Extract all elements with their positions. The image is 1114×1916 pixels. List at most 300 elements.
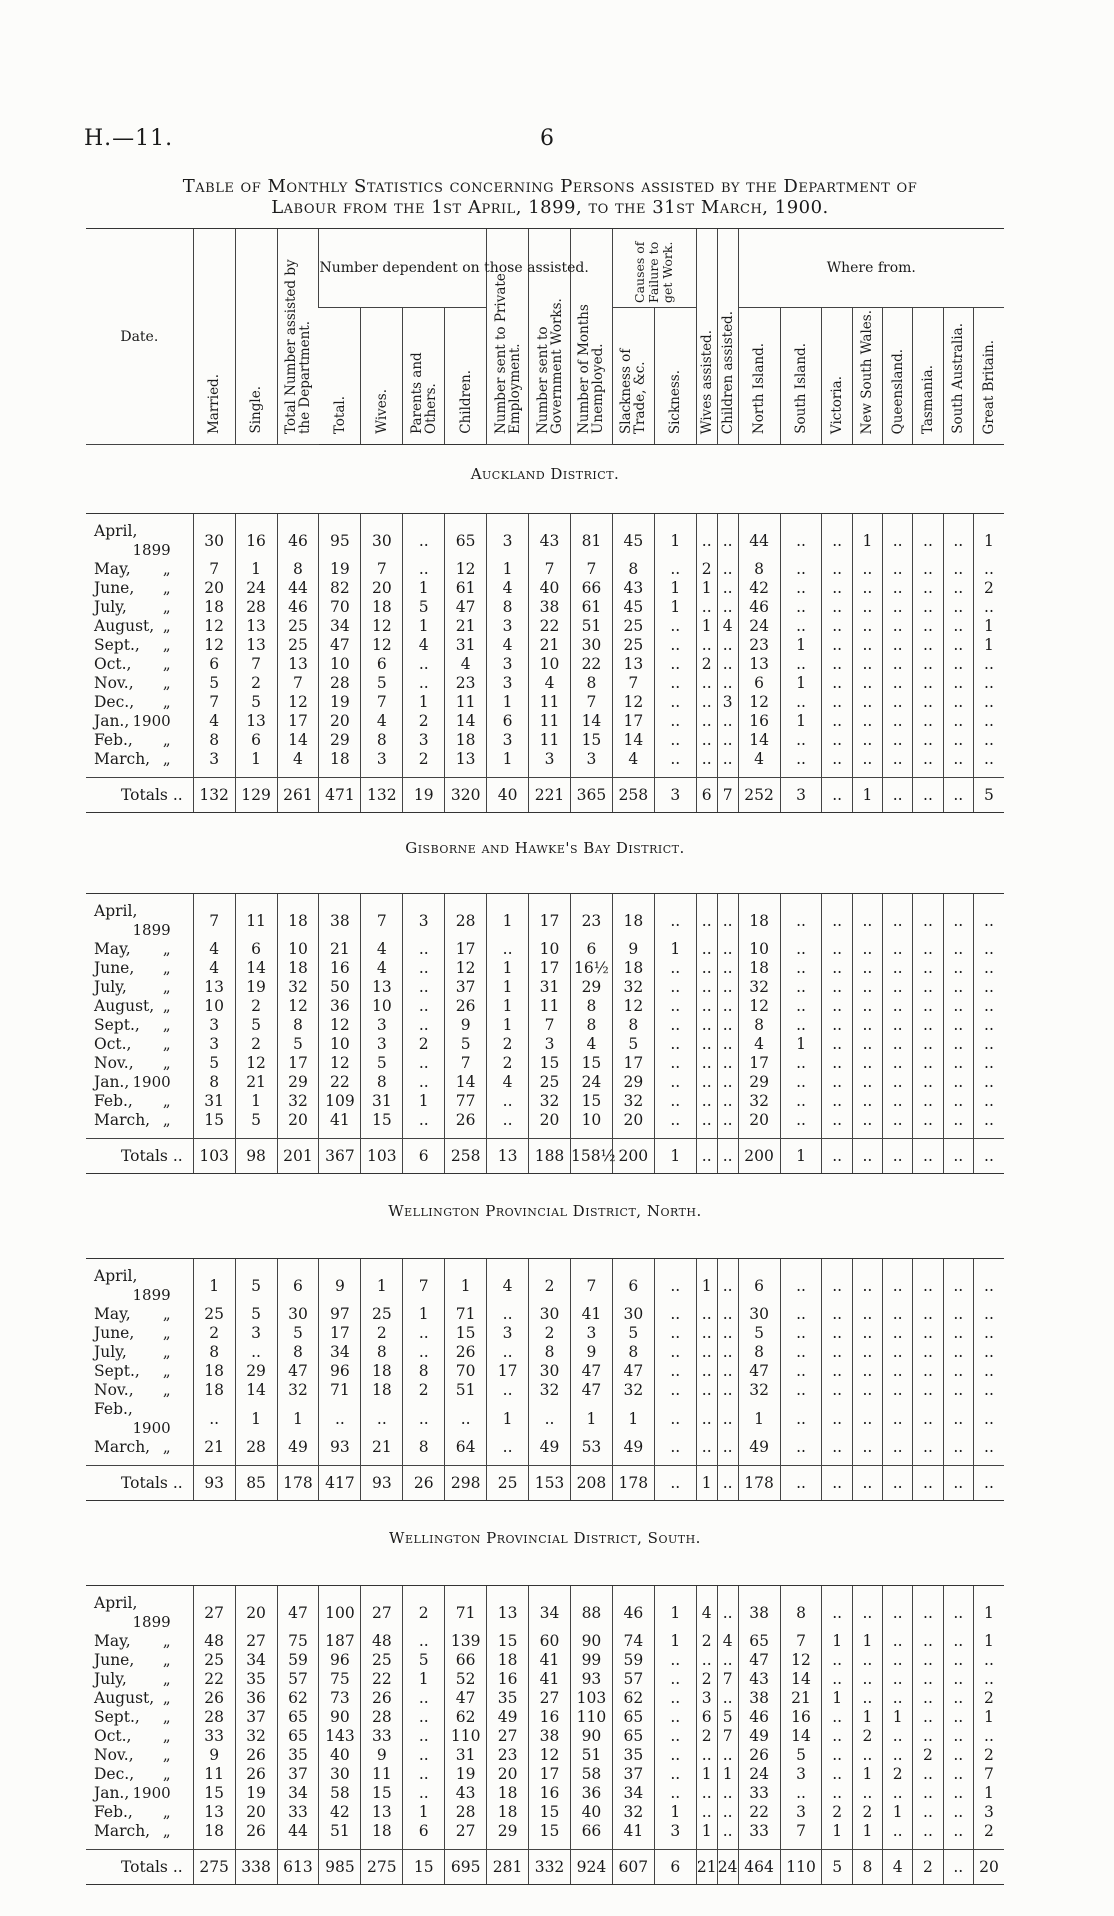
total-cell: 924 — [570, 1850, 612, 1885]
table-cell: 31 — [361, 1092, 403, 1111]
table-cell: 32 — [612, 978, 654, 997]
table-cell: .. — [822, 1016, 852, 1035]
table-cell: 1 — [822, 1689, 852, 1708]
year-label: „ — [162, 940, 171, 958]
table-cell: 26 — [445, 1111, 487, 1130]
table-cell: .. — [717, 1111, 738, 1130]
table-cell: .. — [717, 940, 738, 959]
table-cell: .. — [822, 1111, 852, 1130]
month-label: April, — [94, 902, 138, 920]
table-cell: 47 — [277, 1362, 319, 1381]
table-cell: 6 — [738, 674, 780, 693]
table-cell: 1 — [852, 1708, 882, 1727]
table-cell: 5 — [235, 1111, 277, 1130]
table-cell: .. — [913, 636, 943, 655]
table-cell: .. — [973, 1438, 1004, 1457]
table-cell: 17 — [612, 712, 654, 731]
married-header: Married. — [193, 229, 235, 445]
month-label: August, — [94, 1689, 155, 1707]
table-cell: .. — [943, 1670, 973, 1689]
table-cell: 23 — [738, 636, 780, 655]
table-cell: 3 — [570, 750, 612, 769]
table-row — [86, 1594, 1004, 1632]
table-cell: .. — [852, 1092, 882, 1111]
year-label: „ — [162, 1324, 171, 1342]
table-cell: .. — [943, 522, 973, 560]
table-row — [86, 1343, 1004, 1362]
table-cell: .. — [973, 655, 1004, 674]
table-cell: 11 — [235, 902, 277, 940]
year-label: „ — [162, 959, 171, 977]
section-title: Wellington Provincial District, South. — [389, 1529, 701, 1547]
year-label: „ — [162, 1092, 171, 1110]
table-cell: .. — [883, 1689, 913, 1708]
year-label: „ — [162, 731, 171, 749]
table-cell: 1 — [696, 1765, 717, 1784]
table-cell: .. — [883, 1438, 913, 1457]
table-cell: 4 — [487, 1267, 529, 1305]
table-cell: 17 — [612, 1054, 654, 1073]
table-cell: 17 — [529, 959, 571, 978]
table-cell: 3 — [654, 1822, 696, 1841]
table-cell: 7 — [570, 693, 612, 712]
table-cell: .. — [717, 1073, 738, 1092]
month-label: Feb., — [94, 731, 133, 749]
table-cell: 26 — [738, 1746, 780, 1765]
total-cell: 3 — [780, 778, 822, 813]
table-cell: .. — [717, 997, 738, 1016]
table-cell: .. — [696, 1054, 717, 1073]
table-cell: 40 — [529, 579, 571, 598]
year-label: „ — [162, 1438, 171, 1456]
month-label: Jan., — [94, 1073, 130, 1091]
table-cell: 6 — [570, 940, 612, 959]
table-row — [86, 560, 1004, 579]
table-cell: 1 — [780, 674, 822, 693]
victoria-header: Victoria. — [822, 308, 852, 445]
table-cell: 8 — [361, 731, 403, 750]
table-cell: 42 — [319, 1803, 361, 1822]
table-cell: .. — [717, 1054, 738, 1073]
table-cell: 18 — [738, 959, 780, 978]
table-cell: .. — [973, 1362, 1004, 1381]
table-cell: 15 — [570, 1054, 612, 1073]
table-cell: .. — [943, 978, 973, 997]
table-cell: .. — [852, 1651, 882, 1670]
section-title: Auckland District. — [470, 465, 620, 483]
table-cell: 7 — [193, 902, 235, 940]
table-cell: 21 — [529, 636, 571, 655]
table-cell: .. — [822, 655, 852, 674]
table-cell: 12 — [193, 617, 235, 636]
table-cell: 32 — [738, 1092, 780, 1111]
table-title-line-1: Table of Monthly Statistics concerning Persons assisted by the Department of — [182, 176, 918, 197]
table-cell: .. — [717, 712, 738, 731]
table-cell: .. — [717, 1651, 738, 1670]
table-row — [86, 1305, 1004, 1324]
spacer-row — [86, 769, 1004, 778]
table-row — [86, 1651, 1004, 1670]
tasmania-header: Tasmania. — [913, 308, 943, 445]
table-cell: .. — [852, 617, 882, 636]
table-cell: .. — [973, 674, 1004, 693]
table-cell: 143 — [319, 1727, 361, 1746]
table-cell: 33 — [738, 1822, 780, 1841]
table-cell: 19 — [445, 1765, 487, 1784]
table-cell: 71 — [319, 1381, 361, 1400]
table-cell: 14 — [612, 731, 654, 750]
table-cell: .. — [913, 674, 943, 693]
table-cell: .. — [943, 1035, 973, 1054]
table-cell: .. — [822, 560, 852, 579]
month-label: August, — [94, 617, 155, 635]
date-cell — [86, 522, 193, 560]
table-cell: 8 — [529, 1343, 571, 1362]
table-cell: 18 — [193, 1381, 235, 1400]
table-cell: .. — [717, 636, 738, 655]
table-cell: .. — [943, 1343, 973, 1362]
table-cell: .. — [883, 1381, 913, 1400]
table-cell: 45 — [612, 522, 654, 560]
month-label: Nov., — [94, 1054, 134, 1072]
table-cell: 82 — [319, 579, 361, 598]
table-cell: 21 — [319, 940, 361, 959]
table-cell: 30 — [570, 636, 612, 655]
table-cell: .. — [913, 579, 943, 598]
south-island-header: South Island. — [780, 308, 822, 445]
total-cell: 5 — [973, 778, 1004, 813]
table-cell: 32 — [277, 1092, 319, 1111]
table-body — [86, 445, 1004, 1885]
table-cell: 1 — [612, 1400, 654, 1438]
table-cell: .. — [913, 1708, 943, 1727]
table-cell: .. — [822, 1054, 852, 1073]
table-cell: .. — [822, 1092, 852, 1111]
table-cell: 8 — [361, 1343, 403, 1362]
table-cell: .. — [696, 1305, 717, 1324]
table-cell: .. — [913, 1632, 943, 1651]
total-cell: 613 — [277, 1850, 319, 1885]
total-cell: 695 — [445, 1850, 487, 1885]
table-cell: 49 — [529, 1438, 571, 1457]
table-cell: 1 — [487, 997, 529, 1016]
table-cell: .. — [913, 1305, 943, 1324]
table-row — [86, 1765, 1004, 1784]
total-cell: 40 — [487, 778, 529, 813]
table-cell: 32 — [612, 1803, 654, 1822]
table-cell: .. — [973, 978, 1004, 997]
table-cell: .. — [780, 1362, 822, 1381]
table-cell: 1 — [973, 522, 1004, 560]
table-cell: 5 — [780, 1746, 822, 1765]
table-row — [86, 1632, 1004, 1651]
government-works-header: Number sent to Government Works. — [529, 229, 571, 445]
table-cell: 15 — [361, 1784, 403, 1803]
table-cell: 7 — [403, 1267, 445, 1305]
table-cell: .. — [403, 978, 445, 997]
table-cell: 36 — [319, 997, 361, 1016]
table-cell: 23 — [570, 902, 612, 940]
table-cell: .. — [822, 940, 852, 959]
total-cell: 261 — [277, 778, 319, 813]
date-cell — [86, 1362, 193, 1381]
table-cell: .. — [883, 1651, 913, 1670]
table-cell: 32 — [529, 1092, 571, 1111]
totals-label-cell — [86, 778, 193, 813]
table-cell: 75 — [277, 1632, 319, 1651]
table-cell: 28 — [319, 674, 361, 693]
table-cell: 10 — [529, 940, 571, 959]
table-cell: .. — [822, 674, 852, 693]
table-cell: 1 — [235, 560, 277, 579]
table-cell: 15 — [529, 1803, 571, 1822]
table-cell: .. — [973, 1111, 1004, 1130]
table-cell: .. — [852, 1594, 882, 1632]
table-cell: 1 — [235, 750, 277, 769]
year-label: „ — [162, 1803, 171, 1821]
table-cell: 13 — [277, 655, 319, 674]
table-cell: .. — [913, 1016, 943, 1035]
table-cell: 34 — [612, 1784, 654, 1803]
table-cell: .. — [913, 1670, 943, 1689]
table-cell: 32 — [529, 1381, 571, 1400]
date-cell — [86, 1784, 193, 1803]
table-cell: 13 — [361, 1803, 403, 1822]
table-cell: 11 — [529, 712, 571, 731]
table-cell: 8 — [487, 598, 529, 617]
table-cell: 71 — [445, 1594, 487, 1632]
table-cell: .. — [883, 1267, 913, 1305]
table-cell: 3 — [487, 674, 529, 693]
table-cell: .. — [852, 902, 882, 940]
date-cell — [86, 1670, 193, 1689]
table-cell: 30 — [612, 1305, 654, 1324]
table-cell: 3 — [403, 731, 445, 750]
table-cell: .. — [943, 1054, 973, 1073]
date-cell — [86, 1632, 193, 1651]
table-cell: 1 — [696, 617, 717, 636]
table-cell: .. — [717, 978, 738, 997]
table-cell: .. — [654, 1343, 696, 1362]
table-cell: 1 — [403, 579, 445, 598]
table-cell: .. — [943, 1765, 973, 1784]
table-cell: 2 — [696, 560, 717, 579]
table-cell: 22 — [361, 1670, 403, 1689]
table-cell: .. — [913, 1438, 943, 1457]
table-cell: .. — [822, 959, 852, 978]
table-cell: .. — [883, 1632, 913, 1651]
total-cell: 7 — [717, 778, 738, 813]
table-cell: 65 — [612, 1708, 654, 1727]
table-cell: .. — [913, 750, 943, 769]
total-cell: .. — [943, 778, 973, 813]
table-cell: 66 — [570, 579, 612, 598]
date-header: Date. — [86, 229, 193, 445]
table-cell: 65 — [445, 522, 487, 560]
table-cell: 3 — [487, 731, 529, 750]
total-cell: 417 — [319, 1466, 361, 1501]
statistics-table — [86, 228, 1004, 1885]
table-cell: 22 — [570, 655, 612, 674]
table-cell: 22 — [529, 617, 571, 636]
table-cell: 35 — [277, 1746, 319, 1765]
table-cell: .. — [973, 902, 1004, 940]
table-cell: .. — [717, 1305, 738, 1324]
table-cell: 6 — [235, 731, 277, 750]
table-cell: .. — [654, 712, 696, 731]
table-cell: 27 — [235, 1632, 277, 1651]
table-cell: .. — [852, 1305, 882, 1324]
table-cell: 6 — [361, 655, 403, 674]
month-label: Feb., — [94, 1092, 133, 1110]
date-cell — [86, 1073, 193, 1092]
total-cell: 1 — [852, 778, 882, 813]
table-cell: .. — [696, 1324, 717, 1343]
table-cell: 5 — [277, 1324, 319, 1343]
table-cell: 1 — [403, 1305, 445, 1324]
table-cell: .. — [654, 1305, 696, 1324]
table-cell: 29 — [612, 1073, 654, 1092]
table-cell: 2 — [696, 1727, 717, 1746]
table-cell: .. — [822, 1362, 852, 1381]
month-label: Sept., — [94, 636, 140, 654]
table-cell: .. — [822, 598, 852, 617]
table-cell: .. — [654, 560, 696, 579]
table-cell: 4 — [277, 750, 319, 769]
table-cell: .. — [696, 1092, 717, 1111]
table-cell: 36 — [570, 1784, 612, 1803]
table-cell: .. — [943, 712, 973, 731]
table-cell: 12 — [780, 1651, 822, 1670]
table-cell: .. — [822, 1784, 852, 1803]
table-cell: 5 — [193, 674, 235, 693]
causes-group-header: Causes of Failure to get Work. — [612, 229, 696, 308]
table-cell: 6 — [277, 1267, 319, 1305]
table-cell: 5 — [235, 693, 277, 712]
table-cell: .. — [852, 1016, 882, 1035]
table-cell: .. — [822, 1324, 852, 1343]
date-cell — [86, 1651, 193, 1670]
table-cell: 43 — [529, 522, 571, 560]
table-cell: 20 — [361, 579, 403, 598]
month-label: June, — [94, 959, 135, 977]
table-cell: .. — [852, 1670, 882, 1689]
total-cell: 6 — [403, 1139, 445, 1174]
table-cell: 9 — [445, 1016, 487, 1035]
table-cell: 9 — [612, 940, 654, 959]
total-cell: 3 — [654, 778, 696, 813]
table-cell: .. — [943, 617, 973, 636]
table-cell: .. — [822, 636, 852, 655]
total-cell: 103 — [193, 1139, 235, 1174]
table-cell: .. — [913, 1822, 943, 1841]
table-cell: 10 — [319, 1035, 361, 1054]
table-row — [86, 598, 1004, 617]
table-cell: .. — [883, 693, 913, 712]
table-cell: 99 — [570, 1651, 612, 1670]
table-row — [86, 1784, 1004, 1803]
table-cell: 37 — [277, 1765, 319, 1784]
table-cell: 2 — [193, 1324, 235, 1343]
table-cell: 49 — [738, 1727, 780, 1746]
table-cell: .. — [973, 1305, 1004, 1324]
year-label: „ — [162, 693, 171, 711]
great-britain-header: Great Britain. — [973, 308, 1004, 445]
table-cell: .. — [913, 1727, 943, 1746]
table-cell: 5 — [445, 1035, 487, 1054]
total-cell: 21 — [696, 1850, 717, 1885]
table-cell: .. — [780, 1267, 822, 1305]
table-cell: .. — [780, 1111, 822, 1130]
month-label: Jan., — [94, 1784, 130, 1802]
table-cell: 1 — [487, 750, 529, 769]
date-cell — [86, 1267, 193, 1305]
table-cell: .. — [943, 1594, 973, 1632]
table-cell: 110 — [445, 1727, 487, 1746]
total-cell: 471 — [319, 778, 361, 813]
table-cell: 49 — [487, 1708, 529, 1727]
table-cell: 13 — [487, 1594, 529, 1632]
table-cell: 12 — [612, 997, 654, 1016]
table-cell: .. — [717, 1746, 738, 1765]
table-cell: 1 — [654, 522, 696, 560]
total-cell: 178 — [738, 1466, 780, 1501]
year-label: „ — [162, 617, 171, 635]
table-cell: .. — [780, 940, 822, 959]
table-cell: 14 — [570, 712, 612, 731]
table-cell: 19 — [235, 1784, 277, 1803]
table-cell: 1 — [277, 1400, 319, 1438]
table-cell: 25 — [612, 617, 654, 636]
table-cell: 28 — [193, 1708, 235, 1727]
table-cell: .. — [883, 1727, 913, 1746]
table-cell: 70 — [445, 1362, 487, 1381]
total-cell: .. — [943, 1139, 973, 1174]
table-cell: 61 — [445, 579, 487, 598]
table-cell: .. — [913, 1400, 943, 1438]
table-cell: 11 — [193, 1765, 235, 1784]
total-cell: .. — [913, 1466, 943, 1501]
total-cell: 298 — [445, 1466, 487, 1501]
table-cell: 13 — [193, 978, 235, 997]
year-label: 1900 — [132, 1073, 171, 1091]
table-cell: 43 — [445, 1784, 487, 1803]
table-cell: 4 — [193, 712, 235, 731]
table-cell: 1 — [445, 1267, 487, 1305]
table-cell: .. — [654, 750, 696, 769]
total-cell: 1 — [696, 1466, 717, 1501]
table-cell: 4 — [361, 940, 403, 959]
table-cell: 59 — [277, 1651, 319, 1670]
table-cell: 103 — [570, 1689, 612, 1708]
table-cell: 32 — [738, 1381, 780, 1400]
total-cell: .. — [696, 1139, 717, 1174]
total-cell: 201 — [277, 1139, 319, 1174]
month-label: August, — [94, 997, 155, 1015]
table-cell: 30 — [738, 1305, 780, 1324]
table-cell: .. — [852, 598, 882, 617]
table-cell: .. — [696, 959, 717, 978]
table-cell: .. — [654, 1016, 696, 1035]
table-cell: 12 — [361, 617, 403, 636]
table-cell: 4 — [361, 959, 403, 978]
table-cell: .. — [780, 1343, 822, 1362]
table-header — [86, 229, 1004, 445]
table-cell: 17 — [319, 1324, 361, 1343]
date-cell — [86, 1305, 193, 1324]
table-cell: .. — [696, 1111, 717, 1130]
table-cell: 22 — [738, 1803, 780, 1822]
